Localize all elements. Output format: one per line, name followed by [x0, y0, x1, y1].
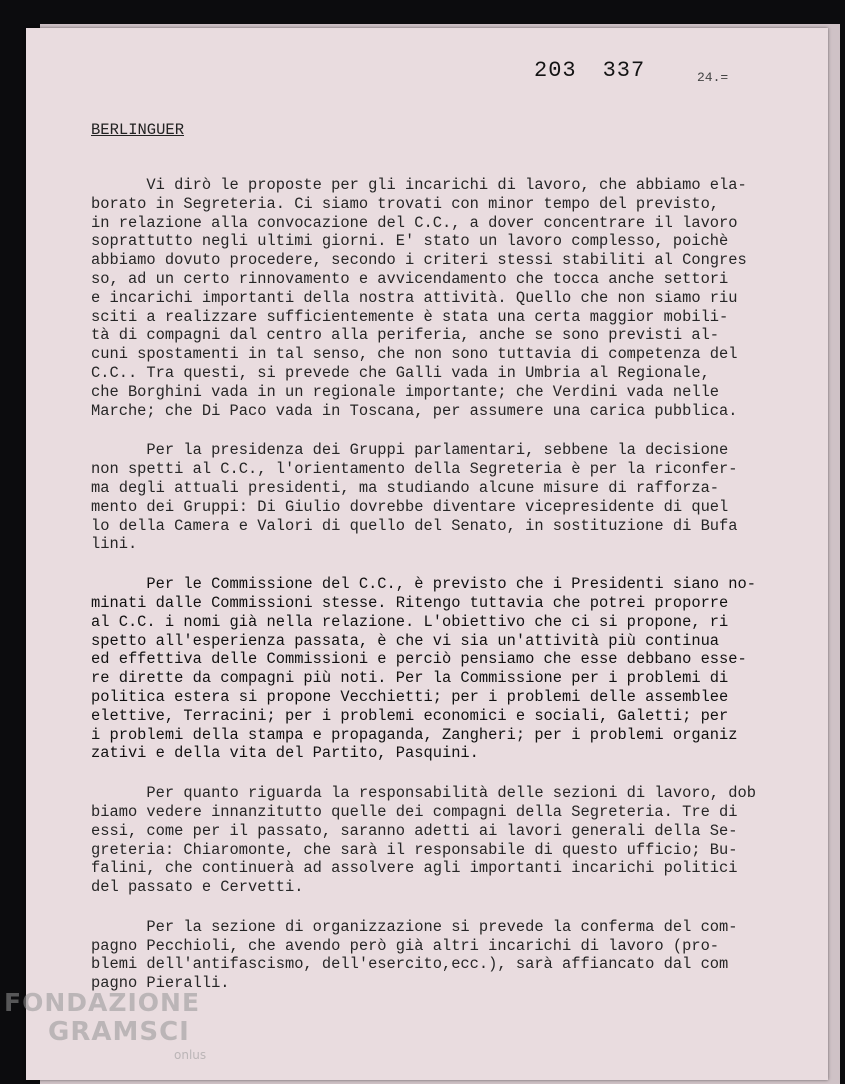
- text-line: non spetti al C.C., l'orientamento della Segreteria è per la riconfer-: [91, 460, 738, 479]
- text-line: sciti a realizzare sufficientemente è stata una certa maggior mobili-: [91, 307, 729, 326]
- paragraph: [91, 441, 791, 554]
- watermark-line-3: onlus: [174, 1048, 207, 1062]
- text-line: pagno Pecchioli, che avendo però già altri incarichi di lavoro (pro-: [91, 936, 720, 955]
- text-line: che Borghini vada in un regionale importante; che Verdini vada nelle: [91, 382, 720, 401]
- text-line: C.C.. Tra questi, si prevede che Galli vada in Umbria al Regionale,: [91, 363, 710, 382]
- text-line: blemi dell'antifascismo, dell'esercito,ecc.), sarà affiancato dal com: [91, 955, 729, 974]
- text-line: biamo vedere innanzitutto quelle dei compagni della Segreteria. Tre di: [91, 802, 738, 821]
- text-line: soprattutto negli ultimi giorni. E' stato un lavoro complesso, poichè: [91, 232, 729, 251]
- document-body: [91, 176, 791, 1014]
- text-line: Per quanto riguarda la responsabilità delle sezioni di lavoro, dob: [91, 784, 756, 803]
- text-line: falini, che continuerà ad assolvere agli importanti incarichi politici: [91, 859, 738, 878]
- text-line: ed effettiva delle Commissioni e perciò pensiamo che esse debbano esse-: [91, 650, 747, 669]
- watermark-line-2: GRAMSCI: [48, 1017, 190, 1047]
- text-line: del passato e Cervetti.: [91, 878, 304, 897]
- folio-number-1: 203: [534, 58, 577, 83]
- archive-watermark: [4, 988, 207, 1062]
- text-line: Per la presidenza dei Gruppi parlamentari, sebbene la decisione: [91, 441, 729, 460]
- folio-number: [534, 58, 645, 83]
- text-line: lo della Camera e Valori di quello del Senato, in sostituzione di Bufa: [91, 516, 738, 535]
- text-line: i problemi della stampa e propaganda, Zangheri; per i problemi organiz: [91, 725, 738, 744]
- text-line: pagno Pieralli.: [91, 974, 230, 993]
- text-line: essi, come per il passato, saranno adetti ai lavori generali della Se-: [91, 821, 738, 840]
- paragraph: [91, 784, 791, 897]
- text-line: lini.: [91, 535, 138, 554]
- text-line: Marche; che Di Paco vada in Toscana, per assumere una carica pubblica.: [91, 401, 738, 420]
- folio-number-2: 337: [602, 58, 646, 83]
- text-line: Per la sezione di organizzazione si prevede la conferma del com-: [91, 917, 738, 936]
- text-line: Per le Commissione del C.C., è previsto che i Presidenti siano no-: [91, 575, 756, 594]
- text-line: politica estera si propone Vecchietti; per i problemi delle assemblee: [91, 687, 729, 706]
- text-line: spetto all'esperienza passata, è che vi sia un'attività più continua: [91, 631, 720, 650]
- text-line: re dirette da compagni più noti. Per la Commissione per i problemi di: [91, 669, 729, 688]
- text-line: minati dalle Commissioni stesse. Ritengo tuttavia che potrei proporre: [91, 593, 729, 612]
- text-line: mento dei Gruppi: Di Giulio dovrebbe diventare vicepresidente di quel: [91, 497, 729, 516]
- text-line: cuni spostamenti in tal senso, che non sono tuttavia di competenza del: [91, 345, 738, 364]
- paragraph: [91, 575, 791, 763]
- text-line: so, ad un certo rinnovamento e avvicendamento che tocca anche settori: [91, 269, 729, 288]
- text-line: in relazione alla convocazione del C.C., a dover concentrare il lavoro: [91, 213, 738, 232]
- paragraph: [91, 918, 791, 993]
- watermark-line-1: FONDAZIONE: [4, 988, 201, 1017]
- text-line: ma degli attuali presidenti, ma studiando alcune misure di rafforza-: [91, 478, 720, 497]
- text-line: e incarichi importanti della nostra attività. Quello che non siamo riu: [91, 288, 738, 307]
- text-line: greteria: Chiaromonte, che sarà il responsabile di questo ufficio; Bu-: [91, 840, 738, 859]
- page-number: 24.=: [697, 70, 729, 85]
- paragraph: [91, 176, 791, 420]
- text-line: elettive, Terracini; per i problemi economici e sociali, Galetti; per: [91, 706, 729, 725]
- text-line: borato in Segreteria. Ci siamo trovati con minor tempo del previsto,: [91, 194, 720, 213]
- speaker-heading: BERLINGUER: [91, 121, 185, 139]
- text-line: zativi e della vita del Partito, Pasquini.: [91, 744, 479, 763]
- text-line: abbiamo dovuto procedere, secondo i criteri stessi stabiliti al Congres: [91, 251, 747, 270]
- text-line: tà di compagni dal centro alla periferia, anche se sono previsti al-: [91, 326, 720, 345]
- text-line: al C.C. i nomi già nella relazione. L'obiettivo che ci si propone, ri: [91, 612, 729, 631]
- text-line: Vi dirò le proposte per gli incarichi di lavoro, che abbiamo ela-: [91, 176, 747, 194]
